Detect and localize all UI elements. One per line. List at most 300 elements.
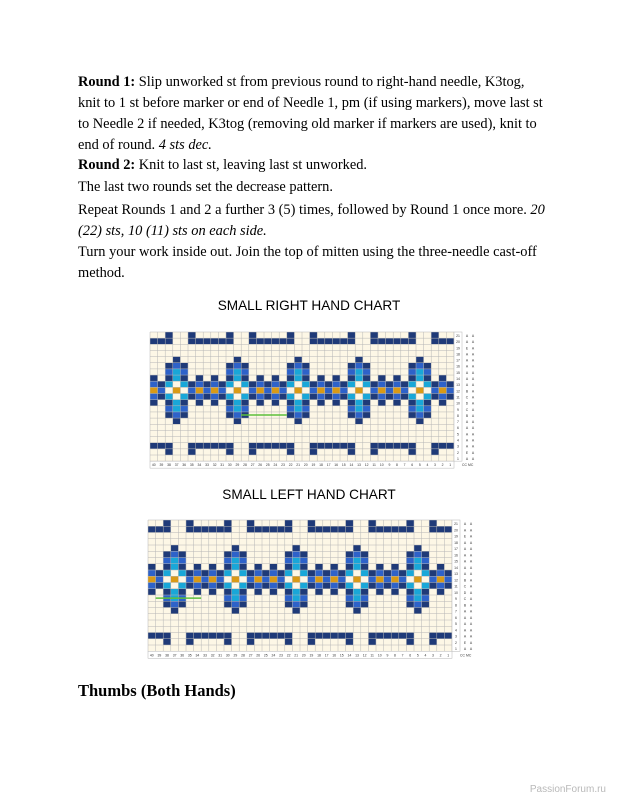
chart-stitch bbox=[429, 570, 437, 576]
chart-stitch bbox=[391, 570, 399, 576]
row-mc-letter: A bbox=[471, 370, 475, 375]
chart-stitch bbox=[393, 387, 401, 393]
column-number-row bbox=[148, 651, 452, 658]
column-number: 40 bbox=[151, 463, 156, 468]
chart-stitch bbox=[332, 381, 340, 387]
chart-stitch bbox=[294, 375, 302, 381]
column-number: 2 bbox=[441, 463, 444, 468]
chart-stitch bbox=[386, 387, 394, 393]
chart-stitch bbox=[292, 595, 300, 601]
chart-stitch bbox=[325, 443, 333, 449]
chart-stitch bbox=[414, 595, 422, 601]
chart-stitch bbox=[348, 449, 356, 455]
chart-stitch bbox=[148, 633, 156, 639]
chart-stitch bbox=[332, 387, 340, 393]
chart-stitch bbox=[186, 526, 194, 532]
chart-stitch bbox=[408, 406, 416, 412]
chart-stitch bbox=[163, 526, 171, 532]
row-number: 8 bbox=[455, 603, 457, 608]
column-number: 29 bbox=[233, 653, 238, 658]
row-number: 7 bbox=[455, 609, 457, 614]
row-number: 20 bbox=[454, 528, 458, 533]
chart-stitch bbox=[194, 633, 202, 639]
chart-stitch bbox=[361, 601, 369, 607]
chart-stitch bbox=[406, 583, 414, 589]
chart-stitch bbox=[338, 570, 346, 576]
chart-stitch bbox=[300, 589, 308, 595]
column-number: 19 bbox=[311, 463, 316, 468]
chart-stitch bbox=[424, 394, 432, 400]
row-number: 19 bbox=[456, 346, 460, 351]
chart-stitch bbox=[232, 564, 240, 570]
chart-stitch bbox=[422, 583, 430, 589]
chart-stitch bbox=[194, 564, 202, 570]
chart-stitch bbox=[224, 595, 232, 601]
chart-stitch bbox=[300, 601, 308, 607]
chart-stitch bbox=[437, 576, 445, 582]
chart-stitch bbox=[431, 381, 439, 387]
chart-stitch bbox=[370, 443, 378, 449]
chart-stitch bbox=[439, 394, 447, 400]
chart-stitch bbox=[254, 526, 262, 532]
chart-stitch bbox=[171, 551, 179, 557]
chart-stitch bbox=[279, 338, 287, 344]
column-number: 13 bbox=[355, 653, 359, 658]
chart-stitch bbox=[285, 589, 293, 595]
chart-stitch bbox=[287, 443, 295, 449]
column-number: 4 bbox=[424, 653, 427, 658]
row-number: 7 bbox=[457, 420, 459, 425]
chart-stitch bbox=[188, 381, 196, 387]
chart-stitch bbox=[180, 400, 188, 406]
chart-stitch bbox=[361, 589, 369, 595]
column-number: 38 bbox=[165, 653, 169, 658]
chart-stitch bbox=[203, 381, 211, 387]
chart-stitch bbox=[173, 400, 181, 406]
row-number: 12 bbox=[456, 389, 460, 394]
chart-stitch bbox=[406, 570, 414, 576]
chart-stitch bbox=[391, 526, 399, 532]
chart-stitch bbox=[150, 338, 158, 344]
chart-stitch bbox=[180, 375, 188, 381]
column-number: 18 bbox=[317, 653, 321, 658]
chart-stitch bbox=[408, 369, 416, 375]
column-number: 14 bbox=[347, 653, 352, 658]
chart-stitch bbox=[232, 551, 240, 557]
column-number: 39 bbox=[157, 653, 162, 658]
chart-stitch bbox=[171, 558, 179, 564]
chart-stitch bbox=[277, 526, 285, 532]
column-number: 15 bbox=[339, 653, 344, 658]
chart-stitch bbox=[308, 633, 316, 639]
chart-stitch bbox=[444, 526, 452, 532]
chart-stitch bbox=[163, 589, 171, 595]
chart-stitch bbox=[429, 583, 437, 589]
chart-stitch bbox=[429, 639, 437, 645]
chart-stitch bbox=[323, 633, 331, 639]
chart-stitch bbox=[239, 601, 247, 607]
column-number: 12 bbox=[364, 463, 369, 468]
chart-stitch bbox=[186, 520, 194, 526]
row-number: 18 bbox=[456, 352, 460, 357]
chart-stitch bbox=[226, 363, 234, 369]
chart-stitch bbox=[348, 406, 356, 412]
chart-stitch bbox=[363, 412, 371, 418]
row-color-letter: C bbox=[463, 584, 467, 589]
chart-stitch bbox=[416, 412, 424, 418]
chart-stitch bbox=[239, 595, 247, 601]
row-mc-letter: A bbox=[469, 528, 473, 533]
chart-stitch bbox=[150, 400, 158, 406]
chart-stitch bbox=[310, 443, 318, 449]
chart-stitch bbox=[163, 520, 171, 526]
row-mc-letter: A bbox=[469, 609, 473, 614]
chart-stitch bbox=[262, 570, 270, 576]
chart-stitch bbox=[224, 551, 232, 557]
chart-stitch bbox=[292, 545, 300, 551]
row-number: 11 bbox=[456, 395, 460, 400]
chart-stitch bbox=[241, 363, 249, 369]
chart-stitch bbox=[370, 449, 378, 455]
chart-stitch bbox=[294, 412, 302, 418]
chart-stitch bbox=[437, 564, 445, 570]
chart-stitch bbox=[330, 570, 338, 576]
chart-stitch bbox=[218, 394, 226, 400]
chart-stitch bbox=[156, 526, 164, 532]
row-number: 14 bbox=[454, 565, 458, 570]
chart-stitch bbox=[224, 639, 232, 645]
chart-stitch bbox=[171, 589, 179, 595]
chart-stitch bbox=[300, 583, 308, 589]
row-color-letter: A bbox=[463, 628, 467, 633]
chart-stitch bbox=[264, 443, 272, 449]
row-number: 11 bbox=[454, 584, 458, 589]
right-hand-chart bbox=[148, 330, 475, 470]
mc-label: MC bbox=[466, 653, 472, 658]
chart-stitch bbox=[156, 583, 164, 589]
chart-stitch bbox=[416, 400, 424, 406]
row-number: 5 bbox=[455, 622, 457, 627]
row-number: 20 bbox=[456, 340, 460, 345]
chart-stitch bbox=[173, 357, 181, 363]
row-color-letter: A bbox=[463, 553, 467, 558]
chart-stitch bbox=[408, 449, 416, 455]
chart-stitch bbox=[370, 387, 378, 393]
chart-stitch bbox=[226, 412, 234, 418]
chart-stitch bbox=[355, 412, 363, 418]
chart-stitch bbox=[406, 558, 414, 564]
chart-stitch bbox=[393, 394, 401, 400]
row-mc-letter: A bbox=[471, 401, 475, 406]
chart-stitch bbox=[294, 363, 302, 369]
round-1-result: 4 sts dec. bbox=[158, 137, 212, 153]
chart-stitch bbox=[194, 526, 202, 532]
chart-stitch bbox=[300, 570, 308, 576]
chart-stitch bbox=[348, 443, 356, 449]
column-number: 36 bbox=[180, 653, 185, 658]
chart-stitch bbox=[439, 387, 447, 393]
chart-stitch bbox=[148, 576, 156, 582]
column-number: 10 bbox=[377, 653, 382, 658]
column-number: 27 bbox=[248, 653, 253, 658]
chart-stitch bbox=[414, 589, 422, 595]
chart-stitch bbox=[224, 564, 232, 570]
chart-stitch bbox=[406, 551, 414, 557]
chart-stitch bbox=[401, 387, 409, 393]
chart-stitch bbox=[165, 381, 173, 387]
row-number: 1 bbox=[457, 456, 459, 461]
chart-stitch bbox=[424, 381, 432, 387]
row-mc-letter: A bbox=[471, 432, 475, 437]
chart-stitch bbox=[416, 406, 424, 412]
column-number: 32 bbox=[212, 463, 217, 468]
chart-stitch bbox=[226, 443, 234, 449]
column-number: 30 bbox=[227, 463, 232, 468]
chart-stitch bbox=[346, 601, 354, 607]
chart-stitch bbox=[224, 570, 232, 576]
column-number: 11 bbox=[370, 653, 374, 658]
column-number: 8 bbox=[396, 463, 398, 468]
chart-stitch bbox=[262, 576, 270, 582]
chart-stitch bbox=[300, 595, 308, 601]
chart-stitch bbox=[209, 526, 217, 532]
chart-stitch bbox=[386, 394, 394, 400]
chart-stitch bbox=[353, 595, 361, 601]
chart-stitch bbox=[424, 369, 432, 375]
chart-stitch bbox=[338, 576, 346, 582]
chart-stitch bbox=[346, 564, 354, 570]
chart-stitch bbox=[408, 338, 416, 344]
chart-stitch bbox=[256, 400, 264, 406]
round-1-text: Slip unworked st from previous round to right-hand needle, K3tog, knit to 1 st before marker or end of Needle 1, pm (if using markers), move last st to Needle 2 if needed, K3tog (removing old marker if markers are used), knit to end of round. bbox=[78, 74, 543, 153]
chart-stitch bbox=[211, 387, 219, 393]
chart-stitch bbox=[158, 443, 166, 449]
row-mc-letter: A bbox=[469, 634, 473, 639]
chart-stitch bbox=[437, 583, 445, 589]
chart-stitch bbox=[348, 338, 356, 344]
chart-stitch bbox=[332, 400, 340, 406]
column-number: 5 bbox=[418, 463, 421, 468]
chart-stitch bbox=[232, 558, 240, 564]
chart-stitch bbox=[408, 375, 416, 381]
chart-stitch bbox=[211, 338, 219, 344]
column-number: 9 bbox=[386, 653, 389, 658]
chart-stitch bbox=[249, 449, 257, 455]
chart-stitch bbox=[272, 394, 280, 400]
chart-stitch bbox=[416, 369, 424, 375]
row-color-letter: B bbox=[463, 603, 467, 608]
chart-stitch bbox=[211, 394, 219, 400]
chart-stitch bbox=[211, 443, 219, 449]
row-mc-letter: A bbox=[471, 358, 475, 363]
chart-stitch bbox=[178, 589, 186, 595]
chart-stitch bbox=[277, 576, 285, 582]
chart-stitch bbox=[408, 412, 416, 418]
chart-stitch bbox=[391, 583, 399, 589]
watermark: PassionForum.ru bbox=[529, 784, 606, 795]
chart-stitch bbox=[292, 564, 300, 570]
chart-stitch bbox=[399, 633, 407, 639]
chart-stitch bbox=[340, 443, 348, 449]
chart-stitch bbox=[368, 583, 376, 589]
chart-stitch bbox=[148, 564, 156, 570]
chart-stitch bbox=[361, 564, 369, 570]
chart-stitch bbox=[241, 406, 249, 412]
chart-stitch bbox=[302, 375, 310, 381]
chart-stitch bbox=[416, 357, 424, 363]
chart-stitch bbox=[348, 381, 356, 387]
chart-stitch bbox=[226, 375, 234, 381]
chart-stitch bbox=[355, 400, 363, 406]
row-number: 12 bbox=[454, 578, 458, 583]
chart-stitch bbox=[277, 583, 285, 589]
chart-stitch bbox=[444, 576, 452, 582]
row-number: 6 bbox=[455, 615, 457, 620]
chart-stitch bbox=[302, 363, 310, 369]
chart-stitch bbox=[414, 576, 422, 582]
chart-stitch bbox=[272, 443, 280, 449]
row-number: 2 bbox=[455, 640, 457, 645]
row-color-letter: E bbox=[463, 534, 467, 539]
chart-stitch bbox=[150, 375, 158, 381]
column-number: 26 bbox=[256, 653, 261, 658]
chart-stitch bbox=[256, 394, 264, 400]
column-number: 7 bbox=[401, 653, 404, 658]
chart-stitch bbox=[294, 369, 302, 375]
column-number: 28 bbox=[243, 463, 247, 468]
chart-stitch bbox=[203, 387, 211, 393]
column-number: 31 bbox=[218, 653, 223, 658]
chart-stitch bbox=[148, 583, 156, 589]
row-number: 21 bbox=[454, 522, 458, 527]
chart-stitch bbox=[302, 394, 310, 400]
column-number: 20 bbox=[301, 653, 306, 658]
chart-stitch bbox=[294, 406, 302, 412]
chart-stitch bbox=[363, 406, 371, 412]
chart-stitch bbox=[203, 394, 211, 400]
chart-stitch bbox=[188, 332, 196, 338]
repeat-rounds-text: Repeat Rounds 1 and 2 a further 3 (5) times, followed by Round 1 once more. bbox=[78, 202, 531, 218]
chart-stitch bbox=[285, 564, 293, 570]
chart-stitch bbox=[158, 394, 166, 400]
chart-stitch bbox=[386, 338, 394, 344]
row-color-letter: A bbox=[463, 634, 467, 639]
row-mc-letter: A bbox=[471, 377, 475, 381]
chart-stitch bbox=[171, 608, 179, 614]
chart-stitch bbox=[256, 381, 264, 387]
chart-stitch bbox=[180, 406, 188, 412]
row-color-letter: A bbox=[465, 340, 469, 345]
chart-stitch bbox=[378, 381, 386, 387]
chart-stitch bbox=[211, 375, 219, 381]
column-number: 12 bbox=[362, 653, 367, 658]
chart-stitch bbox=[355, 363, 363, 369]
column-number: 4 bbox=[426, 463, 429, 468]
chart-stitch bbox=[370, 394, 378, 400]
row-color-letter: C bbox=[463, 597, 467, 602]
chart-stitch bbox=[194, 576, 202, 582]
row-mc-letter: A bbox=[469, 553, 473, 558]
chart-stitch bbox=[308, 526, 316, 532]
row-color-letter: A bbox=[463, 547, 467, 552]
chart-stitch bbox=[234, 400, 242, 406]
chart-stitch bbox=[188, 387, 196, 393]
chart-stitch bbox=[148, 570, 156, 576]
chart-stitch bbox=[399, 576, 407, 582]
chart-stitch bbox=[178, 583, 186, 589]
chart-stitch bbox=[416, 387, 424, 393]
chart-stitch bbox=[254, 589, 262, 595]
chart-stitch bbox=[431, 387, 439, 393]
column-number: 40 bbox=[149, 653, 154, 658]
chart-stitch bbox=[180, 363, 188, 369]
chart-stitch bbox=[370, 332, 378, 338]
row-color-letter: A bbox=[465, 333, 469, 338]
chart-stitch bbox=[196, 338, 204, 344]
chart-stitch bbox=[355, 418, 363, 424]
chart-stitch bbox=[226, 338, 234, 344]
column-number: 7 bbox=[403, 463, 406, 468]
chart-stitch bbox=[429, 576, 437, 582]
column-number: 1 bbox=[449, 463, 452, 468]
column-number: 22 bbox=[288, 463, 293, 468]
chart-stitch bbox=[346, 558, 354, 564]
column-number: 18 bbox=[319, 463, 323, 468]
chart-stitch bbox=[272, 400, 280, 406]
chart-stitch bbox=[370, 338, 378, 344]
chart-stitch bbox=[241, 394, 249, 400]
chart-stitch bbox=[188, 394, 196, 400]
row-mc-letter: A bbox=[469, 540, 473, 545]
row-mc-letter: A bbox=[471, 340, 475, 345]
chart-stitch bbox=[308, 583, 316, 589]
chart-stitch bbox=[173, 387, 181, 393]
chart-stitch bbox=[241, 400, 249, 406]
chart-stitch bbox=[422, 564, 430, 570]
row-number: 13 bbox=[454, 572, 458, 577]
chart-stitch bbox=[399, 570, 407, 576]
column-number: 21 bbox=[294, 653, 299, 658]
chart-stitch bbox=[285, 583, 293, 589]
chart-stitch bbox=[401, 338, 409, 344]
chart-stitch bbox=[393, 381, 401, 387]
chart-stitch bbox=[270, 576, 278, 582]
chart-stitch bbox=[163, 583, 171, 589]
chart-stitch bbox=[401, 443, 409, 449]
row-mc-letter: A bbox=[469, 647, 473, 652]
chart-stitch bbox=[287, 363, 295, 369]
chart-stitch bbox=[262, 526, 270, 532]
chart-stitch bbox=[437, 526, 445, 532]
chart-stitch bbox=[196, 381, 204, 387]
mc-label: MC bbox=[468, 463, 474, 468]
chart-stitch bbox=[393, 400, 401, 406]
chart-stitch bbox=[340, 394, 348, 400]
chart-stitch bbox=[408, 363, 416, 369]
column-number: 30 bbox=[225, 653, 230, 658]
chart-stitch bbox=[249, 332, 257, 338]
chart-stitch bbox=[285, 526, 293, 532]
chart-stitch bbox=[156, 633, 164, 639]
chart-stitch bbox=[165, 332, 173, 338]
row-mc-letter: A bbox=[471, 450, 475, 455]
chart-stitch bbox=[270, 583, 278, 589]
round-2-label: Round 2: bbox=[78, 157, 136, 173]
chart-stitch bbox=[188, 443, 196, 449]
row-number: 15 bbox=[454, 559, 458, 564]
row-number: 2 bbox=[457, 450, 459, 455]
chart-stitch bbox=[234, 369, 242, 375]
